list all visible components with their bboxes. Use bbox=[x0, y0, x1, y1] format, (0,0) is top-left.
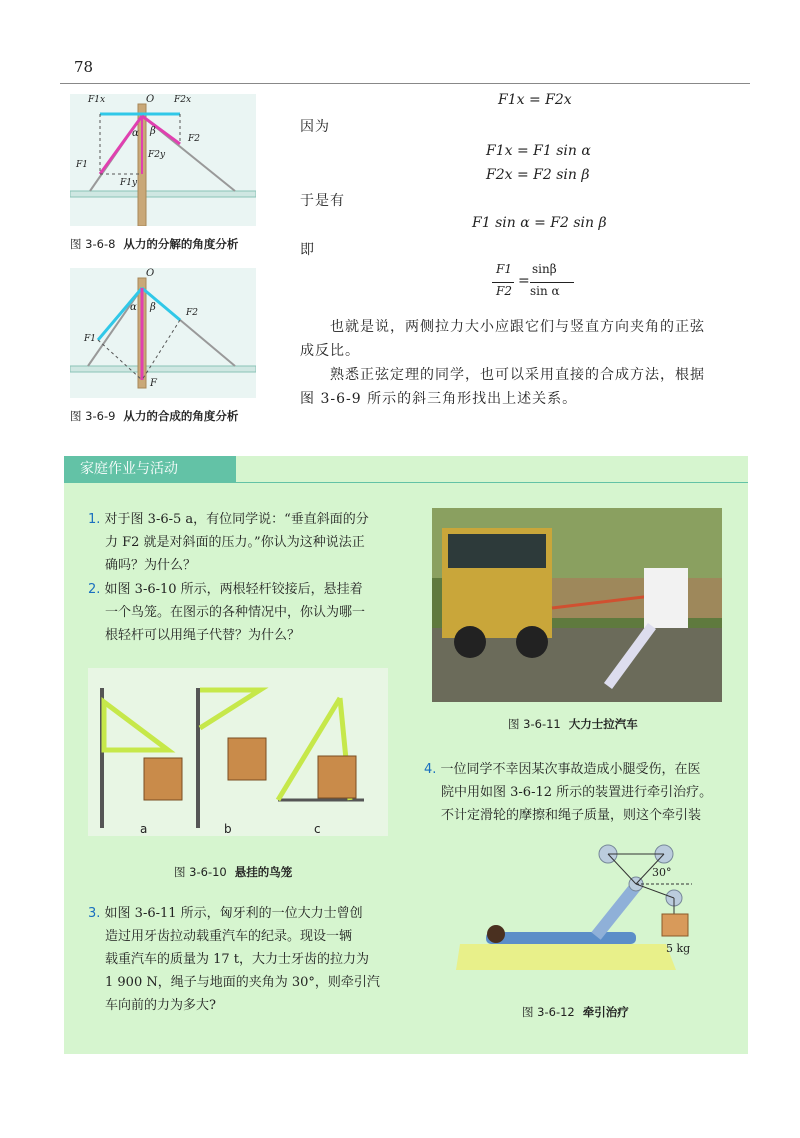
question-line: 根轻杆可以用绳子代替？为什么？ bbox=[105, 628, 301, 643]
label-F1x: F1x bbox=[88, 95, 106, 105]
question-line: 如图 3-6-10 所示，两根轻杆铰接后，悬挂着 bbox=[104, 582, 363, 597]
label-F1y: F1y bbox=[120, 178, 138, 188]
frac-left-den: F2 bbox=[496, 284, 512, 298]
question-line: 力 F2 就是对斜面的压力。”你认为这种说法正 bbox=[105, 535, 365, 550]
birdcage-drawing bbox=[88, 668, 388, 836]
caption-number: 图 3-6-8 bbox=[70, 237, 116, 251]
question-number: 1. bbox=[88, 512, 101, 527]
equals-sign: = bbox=[518, 273, 530, 289]
question-1 bbox=[88, 508, 369, 577]
fraction-equation bbox=[492, 262, 582, 306]
equation-1: F1x = F2x bbox=[498, 92, 572, 108]
question-line: 1 900 N，绳子与地面的夹角为 30°，则牵引汽 bbox=[105, 975, 380, 990]
label-a: a bbox=[140, 822, 148, 836]
question-line: 院中用如图 3-6-12 所示的装置进行牵引治疗。 bbox=[441, 785, 713, 800]
equation-4: F1 sin α = F2 sin β bbox=[472, 215, 607, 231]
question-number: 3. bbox=[88, 906, 101, 921]
figure-3-6-12-caption bbox=[522, 1004, 629, 1020]
caption-text: 从力的合成的角度分析 bbox=[123, 409, 239, 423]
caption-number: 图 3-6-12 bbox=[522, 1005, 575, 1019]
caption-number: 图 3-6-9 bbox=[70, 409, 116, 423]
label-F2x: F2x bbox=[174, 95, 192, 105]
paragraph-1-line-1: 也就是说，两侧拉力大小应跟它们与竖直方向夹角的正弦 bbox=[330, 319, 705, 335]
question-3 bbox=[88, 902, 380, 1017]
caption-text: 悬挂的鸟笼 bbox=[234, 865, 293, 879]
label-alpha: α bbox=[130, 302, 137, 313]
label-c: c bbox=[314, 822, 321, 836]
homework-title: 家庭作业与活动 bbox=[64, 456, 236, 483]
label-O: O bbox=[146, 94, 155, 105]
paragraph-1-line-2: 成反比。 bbox=[300, 343, 360, 359]
label-F2: F2 bbox=[186, 308, 198, 318]
label-F2y: F2y bbox=[148, 150, 166, 160]
label-F1: F1 bbox=[84, 334, 96, 344]
equation-3: F2x = F2 sin β bbox=[486, 167, 590, 183]
question-line: 对于图 3-6-5 a，有位同学说：“垂直斜面的分 bbox=[104, 512, 369, 527]
label-F1: F1 bbox=[76, 160, 88, 170]
figure-3-6-8-caption bbox=[70, 236, 238, 252]
because-text: 因为 bbox=[300, 119, 330, 135]
frac-right-den: sin α bbox=[530, 284, 560, 298]
frac-left-num: F1 bbox=[496, 262, 512, 276]
paragraph-2-line-1: 熟悉正弦定理的同学，也可以采用直接的合成方法，根据 bbox=[330, 367, 705, 383]
paragraph-2-line-2: 图 3-6-9 所示的斜三角形找出上述关系。 bbox=[300, 391, 578, 407]
figure-3-6-10-caption bbox=[174, 864, 292, 880]
figure-3-6-9-drawing bbox=[70, 268, 256, 398]
label-alpha: α bbox=[132, 128, 139, 139]
caption-number: 图 3-6-10 bbox=[174, 865, 227, 879]
label-O: O bbox=[146, 268, 155, 279]
frac-right-num: sinβ bbox=[532, 262, 557, 276]
caption-text: 牵引治疗 bbox=[582, 1005, 629, 1019]
question-4 bbox=[424, 758, 712, 827]
question-2 bbox=[88, 578, 365, 647]
page-number: 78 bbox=[74, 58, 94, 76]
question-line: 造过用牙齿拉动载重汽车的纪录。现设一辆 bbox=[105, 929, 353, 944]
question-line: 载重汽车的质量为 17 t，大力士牙齿的拉力为 bbox=[105, 952, 370, 967]
question-number: 2. bbox=[88, 582, 101, 597]
so-text: 于是有 bbox=[300, 193, 345, 209]
label-beta: β bbox=[150, 302, 156, 313]
homework-title-rule bbox=[236, 482, 748, 483]
mass-label: 5 kg bbox=[666, 942, 691, 955]
frac-left-bar bbox=[492, 282, 514, 283]
header-rule bbox=[60, 83, 750, 84]
figure-3-6-11-photo bbox=[432, 508, 722, 702]
label-F: F bbox=[150, 378, 157, 389]
figure-3-6-8 bbox=[70, 94, 256, 226]
figure-3-6-10 bbox=[88, 668, 388, 836]
caption-text: 大力士拉汽车 bbox=[568, 717, 638, 731]
figure-3-6-9 bbox=[70, 268, 256, 398]
figure-3-6-12 bbox=[456, 838, 704, 978]
angle-label: 30° bbox=[652, 866, 672, 879]
label-b: b bbox=[224, 822, 232, 836]
question-line: 如图 3-6-11 所示，匈牙利的一位大力士曾创 bbox=[104, 906, 363, 921]
question-line: 确吗？为什么？ bbox=[105, 558, 197, 573]
figure-3-6-9-caption bbox=[70, 408, 238, 424]
question-line: 一个鸟笼。在图示的各种情况中，你认为哪一 bbox=[105, 605, 366, 620]
namely-text: 即 bbox=[300, 242, 315, 258]
truck-pull-drawing bbox=[432, 508, 722, 702]
label-F2: F2 bbox=[188, 134, 200, 144]
question-line: 一位同学不幸因某次事故造成小腿受伤，在医 bbox=[440, 762, 701, 777]
caption-text: 从力的分解的角度分析 bbox=[123, 237, 239, 251]
question-line: 车向前的力为多大? bbox=[105, 998, 216, 1013]
figure-3-6-8-drawing bbox=[70, 94, 256, 226]
equation-2: F1x = F1 sin α bbox=[486, 143, 591, 159]
frac-right-bar bbox=[530, 282, 574, 283]
question-line: 不计定滑轮的摩擦和绳子质量，则这个牵引装 bbox=[441, 808, 702, 823]
caption-number: 图 3-6-11 bbox=[508, 717, 561, 731]
figure-3-6-11-caption bbox=[508, 716, 638, 732]
label-beta: β bbox=[150, 126, 156, 137]
question-number: 4. bbox=[424, 762, 437, 777]
traction-drawing bbox=[456, 838, 704, 978]
